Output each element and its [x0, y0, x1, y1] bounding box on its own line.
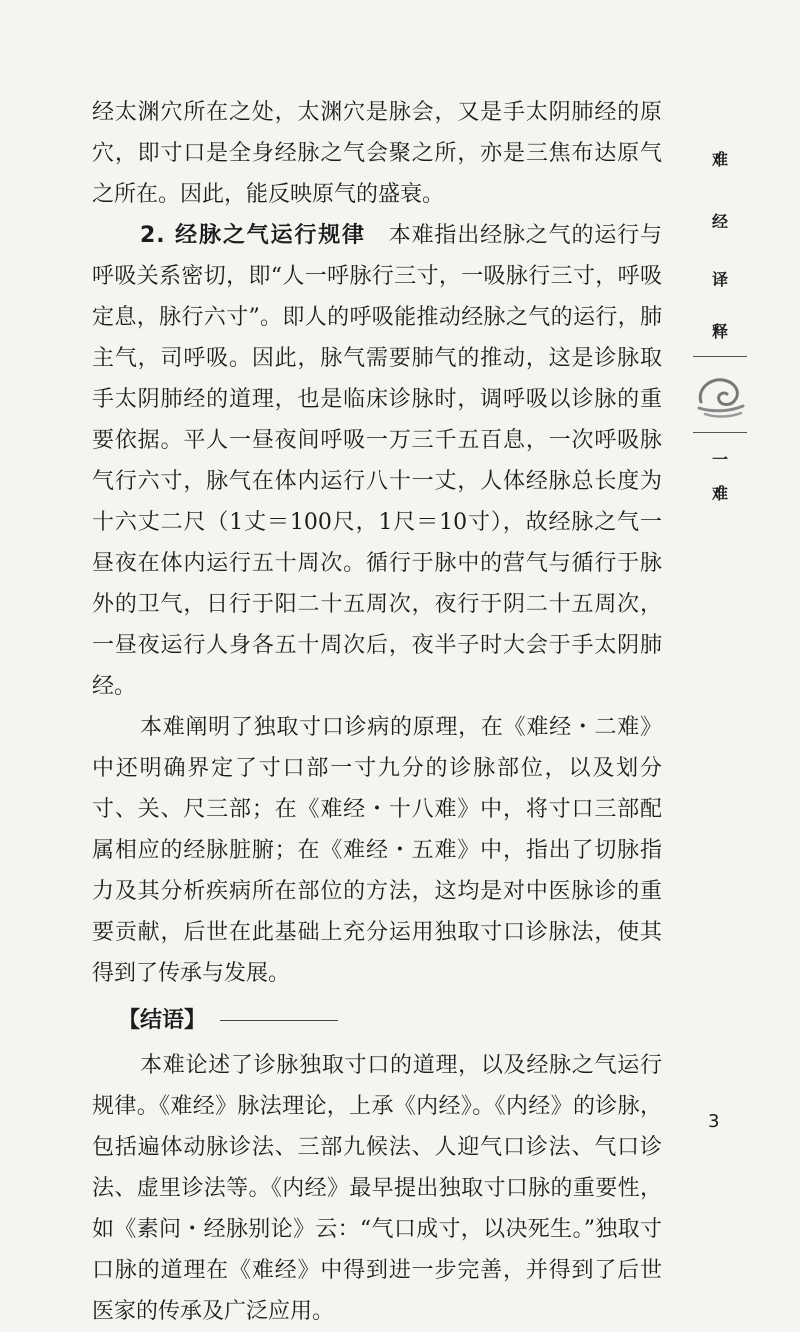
paragraph-1: 经太渊穴所在之处，太渊穴是脉会，又是手太阴肺经的原穴，即寸口是全身经脉之气会聚之所，亦是三焦布达原气之所在。因此，能反映原气的盛衰。: [92, 100, 662, 207]
main-text: [92, 92, 662, 1332]
cloud-scroll-icon: [691, 368, 749, 422]
side-rule-top: [693, 356, 747, 357]
side-rule-bottom: [693, 432, 747, 433]
chapter-char: 一: [711, 450, 728, 469]
paragraph-3: 本难阐明了独取寸口诊病的原理，在《难经・二难》中还明确界定了寸口部一寸九分的诊脉部位，以及划分寸、关、尺三部；在《难经・十八难》中，将寸口三部配属相应的经脉脏腑；在《难经・五难》中，指出了切脉指力及其分析疾病所在部位的方法，这均是对中医脉诊的重要贡献，后世在此基础上充分运用独取寸口诊脉法，使其得到了传承与发展。: [92, 715, 662, 986]
paragraph-2-body: 本难指出经脉之气的运行与呼吸关系密切，即“人一呼脉行三寸，一吸脉行三寸，呼吸定息，脉行六寸”。即人的呼吸能推动经脉之气的运行，肺主气，司呼吸。因此，脉气需要肺气的推动，这是诊脉取手太阴肺经的道理，也是临床诊脉时，调呼吸以诊脉的重要依据。平人一昼夜间呼吸一万三千五百息，一次呼吸脉气行六寸，脉气在体内运行八十一丈，人体经脉总长度为十六丈二尺（1丈＝100尺，1尺＝10寸），故经脉之气一昼夜在体内运行五十周次。循行于脉中的营气与循行于脉外的卫气，日行于阳二十五周次，夜行于阴二十五周次，一昼夜运行人身各五十周次后，夜半子时大会于手太阴肺经。: [92, 223, 662, 699]
page-number: 3: [708, 1111, 720, 1132]
section-rule: [220, 1020, 338, 1021]
book-title-char: 译: [711, 270, 728, 289]
chapter-char: 难: [711, 484, 728, 503]
paragraph-4: 本难论述了诊脉独取寸口的道理，以及经脉之气运行规律。《难经》脉法理论，上承《内经》。《内经》的诊脉，包括遍体动脉诊法、三部九候法、人迎气口诊法、气口诊法、虚里诊法等。《内经》最早提出独取寸口脉的重要性，如《素问・经脉别论》云：“气口成寸，以决死生。”独取寸口脉的道理在《难经》中得到进一步完善，并得到了后世医家的传承及广泛应用。: [92, 1053, 662, 1324]
book-title-char: 释: [711, 322, 728, 341]
section-heading: [92, 1000, 662, 1041]
section-title: 【结语】: [118, 1008, 207, 1033]
paragraph-2: [92, 215, 662, 707]
book-title-char: 经: [711, 212, 728, 231]
subsection-heading: 2. 经脉之气运行规律: [140, 223, 366, 248]
book-title-char: 难: [711, 150, 728, 169]
